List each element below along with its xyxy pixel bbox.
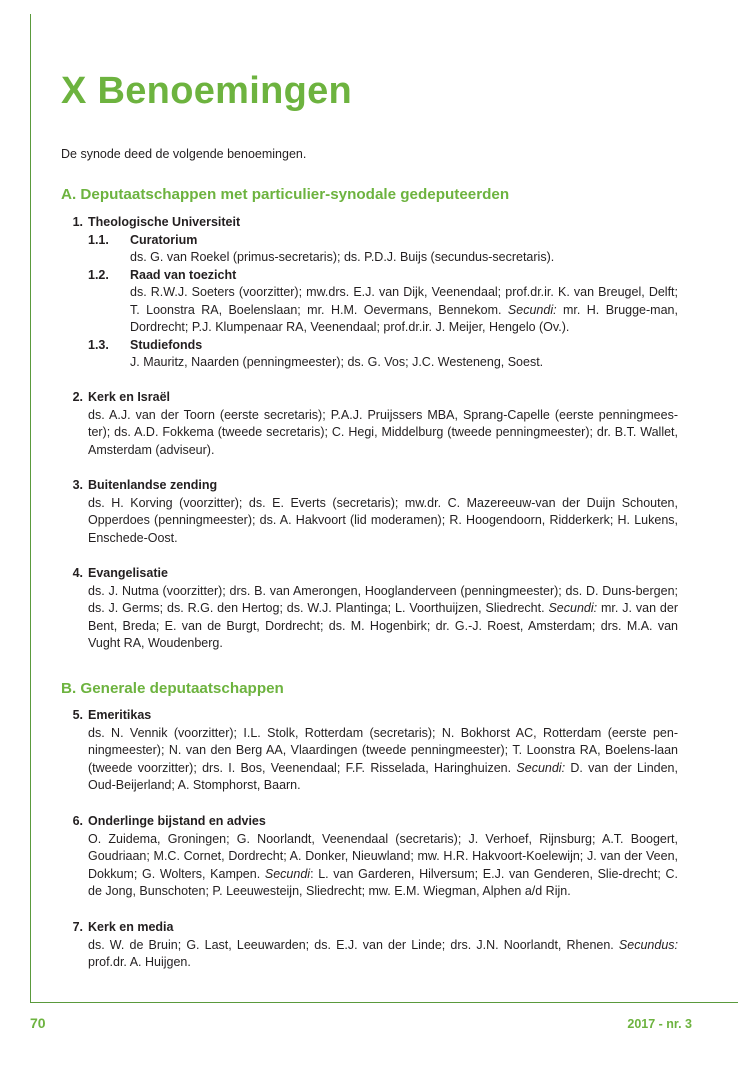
item-text (88, 831, 678, 901)
item-heading: Evangelisatie (88, 566, 168, 580)
item-text (88, 725, 678, 795)
item-number: 2. (72, 390, 83, 404)
item-heading: Emeritikas (88, 708, 152, 722)
text-part: : L. van Garderen, Hilversum; E.J. van Genderen, Slie-drecht; C. de Jong, Bunschoten; P. Leeuwesteijn, Sliedrecht; mw. E.M. Wiegman, Alphen a/d Rijn. (88, 866, 678, 898)
text-part: ds. W. de Bruin; G. Last, Leeuwarden; ds. E.J. van der Linde; drs. J.N. Noorlandt, Rhenen. (88, 937, 614, 952)
item-text (88, 583, 678, 653)
item-heading: Onderlinge bijstand en advies (88, 814, 266, 828)
subitem-studiefonds (61, 337, 678, 372)
subitem-text (130, 284, 678, 337)
item-kerk-en-israel (61, 389, 678, 459)
item-heading: Kerk en Israël (88, 390, 170, 404)
secundus-label: Secundus: (618, 937, 678, 952)
item-number: 5. (72, 708, 83, 722)
page-title: X Benoemingen (61, 70, 353, 112)
margin-rule-vertical (30, 14, 31, 1002)
text-part: ds. J. Nutma (voorzitter); drs. B. van Amerongen, Hooglanderveen (penningmeester); ds. D. Duns-bergen; ds. J. Germs; ds. R.G. den Hertog; ds. W.J. Plantinga; L. Voorthuijzen, Sliedrecht. (88, 583, 678, 615)
item-text (88, 937, 678, 972)
secundi-label: Secundi: (548, 601, 598, 615)
page-number: 70 (30, 1015, 46, 1031)
footer-rule (30, 1002, 738, 1003)
secundi-label: Secundi: (507, 302, 557, 317)
item-number: 1. (72, 215, 83, 229)
subitem-raad-van-toezicht (61, 267, 678, 337)
item-heading: Buitenlandse zending (88, 478, 218, 492)
subitem-text: J. Mauritz, Naarden (penningmeester); ds. G. Vos; J.C. Westeneng, Soest. (130, 355, 544, 369)
subitem-heading: Curatorium (130, 232, 198, 247)
item-evangelisatie (61, 565, 678, 653)
subitem-heading: Studiefonds (130, 337, 203, 352)
secundi-label: Secundi (264, 866, 311, 881)
text-part: mr. J. van der Bent, Breda; E. van de Burgt, Dordrecht; ds. M. Hogenbirk; dr. G.-J. Roest, Amsterdam; drs. M.A. van Vught RA, Woudenberg. (88, 601, 678, 650)
item-text: ds. H. Korving (voorzitter); ds. E. Everts (secretaris); mw.dr. C. Mazereeuw-van der Duijn Schouten, Opperdoes (penningmeester); ds. A. Hakvoort (lid moderamen); R. Hoogendoorn, Ridderkerk; H. Lukens, Enschede-Oost. (88, 495, 678, 545)
text-part: D. van der Linden, Oud-Beijerland; A. Stomphorst, Baarn. (88, 760, 678, 792)
intro-text: De synode deed de volgende benoemingen. (61, 147, 307, 161)
item-number: 7. (72, 920, 83, 934)
subitem-number: 1.2. (88, 267, 109, 282)
text-part: ds. N. Vennik (voorzitter); I.L. Stolk, Rotterdam (secretaris); N. Bokhorst AC, Rotterdam (eerste pen-ningmeester); N. van den Berg AA, Vlaardingen (tweede penningmeester); T. Loonstra RA, Boelens-laan (tweede voorzitter); drs. I. Bos, Veenendaal; F.F. Risselada, Haringhuizen. (88, 725, 678, 775)
subitem-curatorium (61, 232, 678, 267)
section-a-heading: A. Deputaatschappen met particulier-synodale gedeputeerden (61, 186, 510, 203)
item-kerk-en-media (61, 919, 678, 972)
item-heading: Theologische Universiteit (88, 215, 241, 229)
item-emeritikas (61, 707, 678, 795)
item-onderlinge-bijstand (61, 813, 678, 901)
text-part: mr. H. Brugge-man, Dordrecht; P.J. Klumpenaar RA, Veenendaal; prof.dr.ir. J. Meijer, Hengelo (Ov.). (130, 302, 678, 334)
subitem-number: 1.3. (88, 337, 109, 352)
item-number: 4. (72, 566, 83, 580)
item-number: 3. (72, 478, 83, 492)
item-heading: Kerk en media (88, 920, 174, 934)
text-part: ds. R.W.J. Soeters (voorzitter); mw.drs. E.J. van Dijk, Veenendaal; prof.dr.ir. K. van Breugel, Delft; T. Loonstra RA, Boelenslaan; mr. H.M. Oevermans, Bennekom. (130, 285, 678, 317)
section-b-heading: B. Generale deputaatschappen (61, 680, 284, 697)
text-part: O. Zuidema, Groningen; G. Noorlandt, Veenendaal (secretaris); J. Verhoef, Rijnsburg; A.T. Boogert, Goudriaan; M.C. Cornet, Dordrecht; A. Donker, Nieuwland; mw. H.R. Hakvoort-Koelewijn; J. van der Veen, Dokkum; G. Wolters, Kampen. (88, 831, 678, 881)
issue-label: 2017 - nr. 3 (627, 1017, 692, 1031)
text-part: prof.dr. A. Huijgen. (88, 955, 191, 969)
item-theologische-universiteit (61, 214, 678, 372)
item-buitenlandse-zending (61, 477, 678, 547)
secundi-label: Secundi: (516, 760, 566, 775)
subitem-number: 1.1. (88, 232, 109, 247)
subitem-text: ds. G. van Roekel (primus-secretaris); ds. P.D.J. Buijs (secundus-secretaris). (130, 250, 555, 264)
subitem-heading: Raad van toezicht (130, 267, 237, 282)
item-text: ds. A.J. van der Toorn (eerste secretaris); P.A.J. Pruijssers MBA, Sprang-Capelle (eerste penningmees-ter); ds. A.D. Fokkema (tweede secretaris); C. Hegi, Middelburg (tweede penningmeester); dr. B.T. Wallet, Amsterdam (adviseur). (88, 407, 678, 457)
item-number: 6. (72, 814, 83, 828)
